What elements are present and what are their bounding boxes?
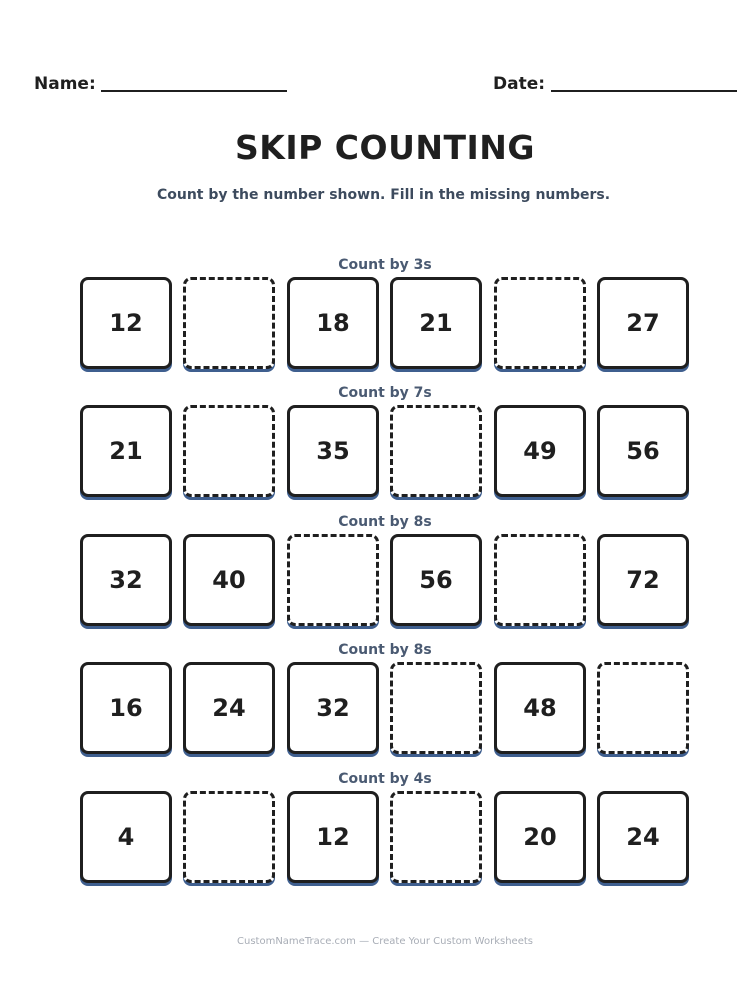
blank-answer-box[interactable] bbox=[390, 662, 482, 754]
number-box: 12 bbox=[80, 277, 172, 369]
number-box: 49 bbox=[494, 405, 586, 497]
number-box: 24 bbox=[183, 662, 275, 754]
blank-answer-box[interactable] bbox=[494, 277, 586, 369]
blank-answer-box[interactable] bbox=[390, 791, 482, 883]
number-box: 56 bbox=[597, 405, 689, 497]
row-label: Count by 4s bbox=[338, 771, 432, 787]
worksheet-title: SKIP COUNTING bbox=[235, 128, 535, 167]
number-box: 27 bbox=[597, 277, 689, 369]
blank-answer-box[interactable] bbox=[183, 277, 275, 369]
number-box: 32 bbox=[287, 662, 379, 754]
blank-answer-box[interactable] bbox=[597, 662, 689, 754]
number-box: 32 bbox=[80, 534, 172, 626]
name-label: Name: bbox=[34, 74, 96, 94]
blank-answer-box[interactable] bbox=[183, 791, 275, 883]
number-box: 4 bbox=[80, 791, 172, 883]
date-label: Date: bbox=[493, 74, 546, 94]
number-box: 56 bbox=[390, 534, 482, 626]
row-label: Count by 7s bbox=[338, 385, 432, 401]
number-box: 18 bbox=[287, 277, 379, 369]
instructions-text: Count by the number shown. Fill in the missing numbers. bbox=[156, 187, 611, 203]
blank-answer-box[interactable] bbox=[494, 534, 586, 626]
number-box: 21 bbox=[390, 277, 482, 369]
name-field[interactable] bbox=[101, 90, 287, 92]
number-box: 21 bbox=[80, 405, 172, 497]
row-label: Count by 8s bbox=[338, 642, 432, 658]
number-box: 24 bbox=[597, 791, 689, 883]
number-box: 48 bbox=[494, 662, 586, 754]
row-label: Count by 8s bbox=[338, 514, 432, 530]
number-box: 12 bbox=[287, 791, 379, 883]
header-row bbox=[0, 74, 750, 98]
number-box: 16 bbox=[80, 662, 172, 754]
date-field[interactable] bbox=[551, 90, 737, 92]
row-label: Count by 3s bbox=[338, 257, 432, 273]
blank-answer-box[interactable] bbox=[183, 405, 275, 497]
blank-answer-box[interactable] bbox=[390, 405, 482, 497]
number-box: 72 bbox=[597, 534, 689, 626]
footer-text: CustomNameTrace.com — Create Your Custom Worksheets bbox=[237, 936, 533, 947]
number-box: 35 bbox=[287, 405, 379, 497]
number-box: 40 bbox=[183, 534, 275, 626]
blank-answer-box[interactable] bbox=[287, 534, 379, 626]
number-box: 20 bbox=[494, 791, 586, 883]
